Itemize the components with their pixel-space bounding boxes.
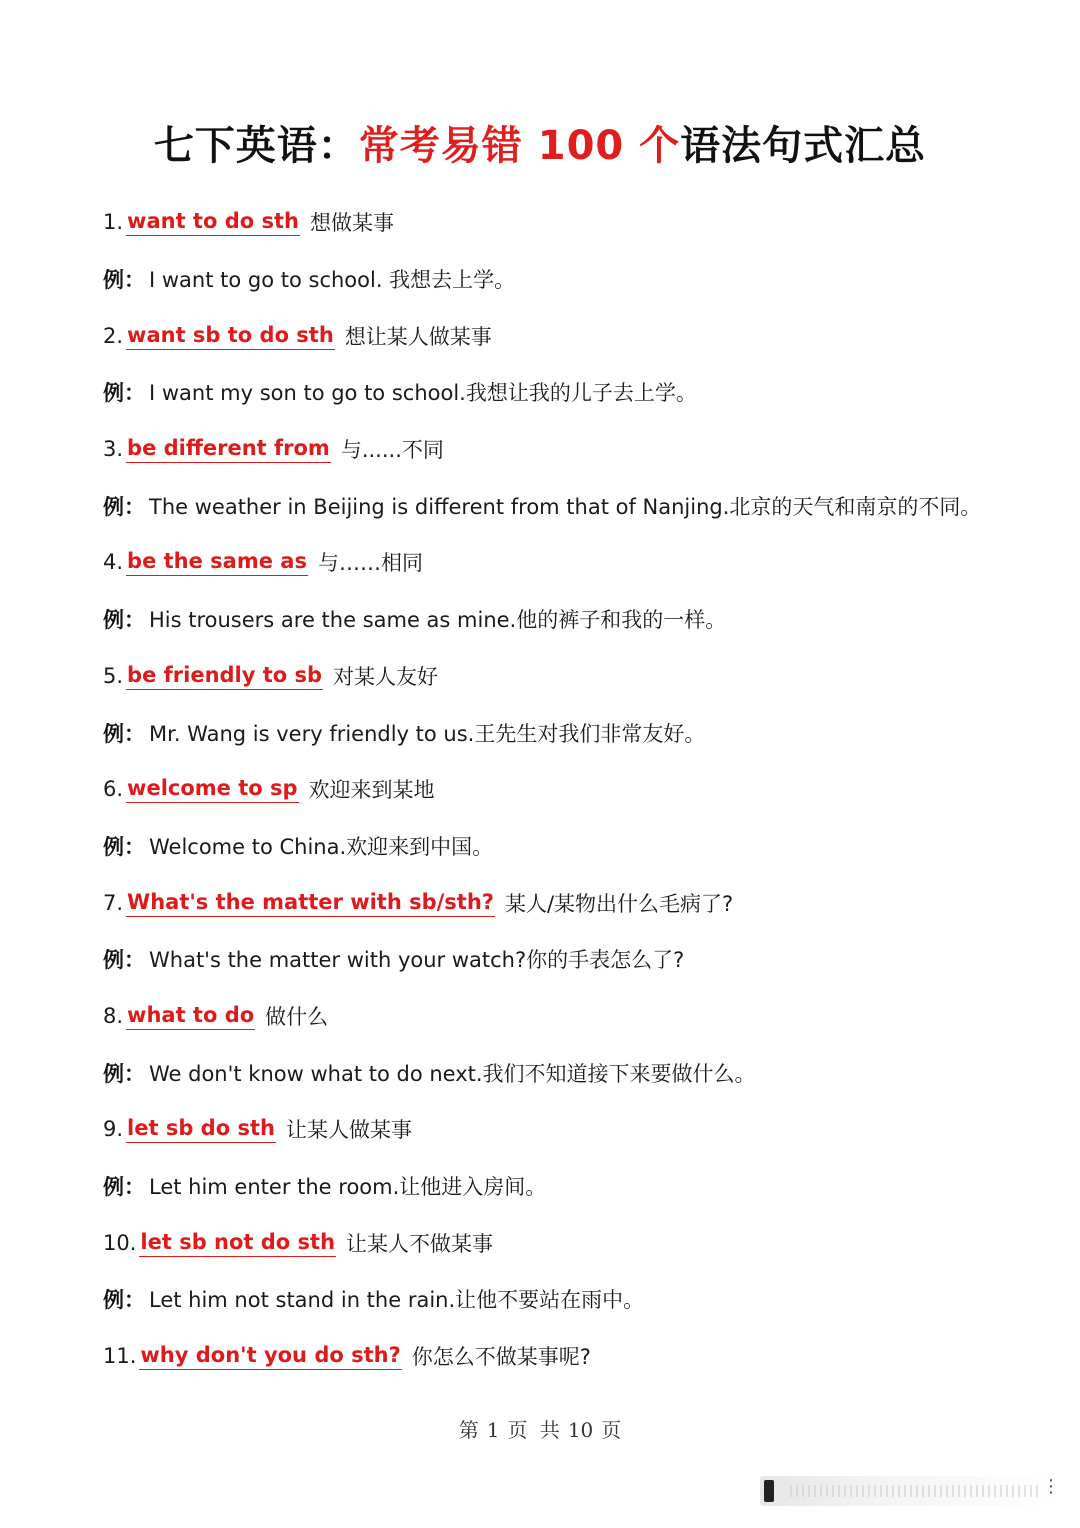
grammar-phrase: be friendly to sb: [126, 662, 323, 690]
phrase-meaning: 你怎么不做某事呢?: [411, 1345, 591, 1370]
entry-number: 6.: [103, 777, 124, 802]
grammar-phrase: let sb not do sth: [139, 1229, 336, 1257]
grammar-phrase: be the same as: [126, 548, 308, 576]
example-row: [103, 704, 1043, 761]
example-sentence: I want my son to go to school.我想让我的儿子去上学。: [149, 381, 697, 406]
phrase-row: [103, 988, 1043, 1045]
example-label: 例：: [103, 1175, 145, 1200]
example-label: 例：: [103, 608, 145, 633]
phrase-row: [103, 421, 1043, 478]
phrase-meaning: 做什么: [265, 1004, 329, 1029]
grammar-phrase: want sb to do sth: [126, 322, 335, 350]
phrase-meaning: 让某人不做某事: [346, 1231, 494, 1256]
example-row: [103, 364, 1043, 421]
entry-number: 10.: [103, 1230, 137, 1255]
phrase-row: [103, 307, 1043, 364]
phrase-row: [103, 761, 1043, 818]
grammar-phrase: want to do sth: [126, 208, 300, 236]
grammar-phrase: what to do: [126, 1002, 255, 1030]
example-row: [103, 1271, 1043, 1328]
example-row: [103, 1158, 1043, 1215]
entry-number: 9.: [103, 1117, 124, 1142]
example-row: [103, 251, 1043, 308]
title-part-3: 语法句式汇总: [680, 123, 927, 169]
phrase-meaning: 想做某事: [309, 211, 394, 236]
title-part-2: 常考易错 100 个: [358, 123, 681, 169]
example-row: [103, 931, 1043, 988]
example-label: 例：: [103, 494, 145, 519]
example-label: 例：: [103, 1288, 145, 1313]
entry-number: 8.: [103, 1003, 124, 1028]
example-row: [103, 591, 1043, 648]
phrase-meaning: 欢迎来到某地: [308, 778, 435, 803]
entry-number: 1.: [103, 210, 124, 235]
example-sentence: Mr. Wang is very friendly to us.王先生对我们非常友好。: [149, 721, 706, 746]
footer-label-mid: 页 共: [507, 1418, 560, 1442]
phrase-meaning: 想让某人做某事: [344, 324, 492, 349]
more-icon[interactable]: ⋮: [1042, 1476, 1060, 1497]
example-label: 例：: [103, 381, 145, 406]
example-sentence: The weather in Beijing is different from that of Nanjing.北京的天气和南京的不同。: [149, 494, 982, 519]
footer-label-post: 页: [601, 1418, 622, 1442]
phrase-row: [103, 648, 1043, 705]
grammar-phrase: why don't you do sth?: [139, 1342, 401, 1370]
example-row: [103, 818, 1043, 875]
phrase-meaning: 让某人做某事: [285, 1118, 412, 1143]
example-sentence: We don't know what to do next.我们不知道接下来要做什么。: [149, 1061, 756, 1086]
example-row: [103, 1044, 1043, 1101]
grammar-phrase: welcome to sp: [126, 775, 298, 803]
grammar-phrase: be different from: [126, 435, 331, 463]
page-footer: [0, 1414, 1080, 1443]
footer-page-total: 10: [567, 1418, 594, 1442]
page-title: [0, 118, 1080, 174]
entry-number: 5.: [103, 663, 124, 688]
example-label: 例：: [103, 268, 145, 293]
footer-page-current: 1: [486, 1418, 500, 1442]
phrase-meaning: 与……相同: [317, 551, 423, 576]
example-sentence: Welcome to China.欢迎来到中国。: [149, 834, 494, 859]
example-sentence: His trousers are the same as mine.他的裤子和我的一样。: [149, 608, 727, 633]
phrase-row: [103, 874, 1043, 931]
grammar-phrase: What's the matter with sb/sth?: [126, 889, 495, 917]
phrase-row: [103, 534, 1043, 591]
example-sentence: Let him enter the room.让他进入房间。: [149, 1175, 547, 1200]
scrollbar-thumb[interactable]: [764, 1480, 774, 1502]
phrase-row: [103, 1214, 1043, 1271]
example-row: [103, 477, 1043, 534]
phrase-meaning: 与......不同: [340, 438, 444, 463]
entry-number: 7.: [103, 890, 124, 915]
phrase-row: [103, 1328, 1043, 1385]
phrase-meaning: 对某人友好: [333, 664, 439, 689]
example-sentence: Let him not stand in the rain.让他不要站在雨中。: [149, 1288, 645, 1313]
scrollbar-track-marks: [790, 1485, 1040, 1497]
entry-list: [103, 194, 1043, 1384]
example-label: 例：: [103, 721, 145, 746]
entry-number: 2.: [103, 323, 124, 348]
example-sentence: I want to go to school. 我想去上学。: [149, 268, 516, 293]
example-label: 例：: [103, 948, 145, 973]
grammar-phrase: let sb do sth: [126, 1115, 276, 1143]
footer-label-pre: 第: [458, 1418, 479, 1442]
phrase-row: [103, 194, 1043, 251]
entry-number: 11.: [103, 1344, 137, 1369]
phrase-meaning: 某人/某物出什么毛病了?: [504, 891, 734, 916]
entry-number: 3.: [103, 437, 124, 462]
entry-number: 4.: [103, 550, 124, 575]
phrase-row: [103, 1101, 1043, 1158]
example-label: 例：: [103, 1061, 145, 1086]
example-label: 例：: [103, 834, 145, 859]
example-sentence: What's the matter with your watch?你的手表怎么了?: [149, 948, 685, 973]
title-part-1: 七下英语：: [153, 123, 359, 169]
